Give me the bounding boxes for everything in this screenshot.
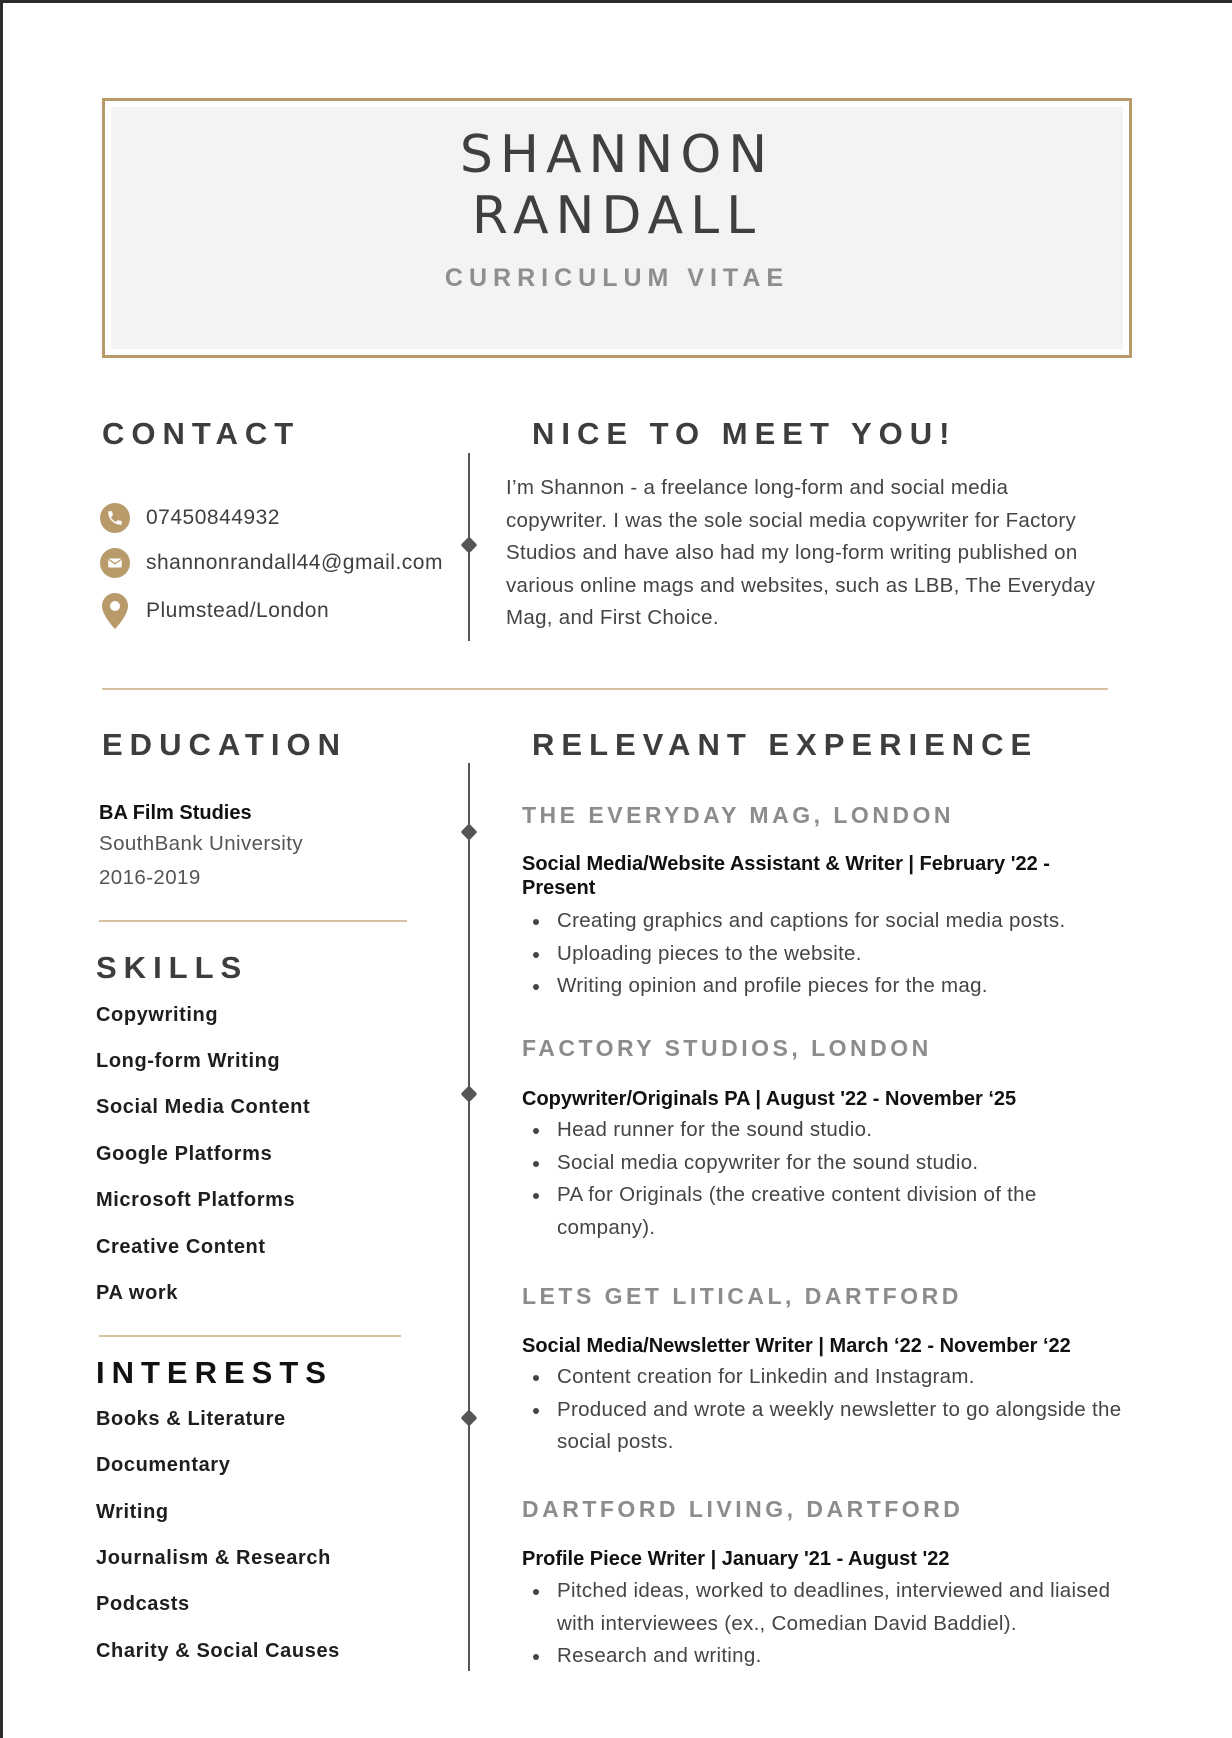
job-bullets [522,1114,1122,1244]
education-school: SouthBank University [99,832,303,855]
job-bullet: Content creation for Linkedin and Instagram. [522,1361,1122,1394]
skills-heading: SKILLS [96,950,249,985]
job-bullets [522,1361,1122,1459]
envelope-icon [100,548,130,578]
skill-item: Microsoft Platforms [96,1189,296,1211]
job-role: Social Media/Website Assistant & Writer | February '22 - Present [522,853,1050,899]
interest-item: Documentary [96,1454,231,1476]
map-pin-icon [100,593,130,629]
skill-item: Social Media Content [96,1096,311,1118]
contact-heading: CONTACT [102,416,301,451]
interest-item: Books & Literature [96,1408,286,1430]
phone-icon [100,503,130,533]
job-bullet: Produced and wrote a weekly newsletter to go alongside the social posts. [522,1394,1122,1459]
interest-item: Writing [96,1501,169,1523]
interest-item: Journalism & Research [96,1547,331,1569]
experience-timeline-line [468,763,470,1671]
job-bullet: PA for Originals (the creative content division of the company). [522,1179,1122,1244]
job-bullet: Writing opinion and profile pieces for the mag. [522,970,1122,1003]
skill-item: PA work [96,1282,178,1304]
job-company: THE EVERYDAY MAG, LONDON [522,802,955,828]
first-name: SHANNON [459,125,775,185]
skills-divider [99,1335,401,1337]
contact-location [100,594,329,628]
contact-phone [100,501,280,535]
intro-heading: NICE TO MEET YOU! [532,416,957,451]
email-address[interactable]: shannonrandall44@gmail.com [146,551,443,574]
job-bullet: Research and writing. [522,1640,1122,1673]
education-divider [99,920,407,922]
job-role: Copywriter/Originals PA | August '22 - November ‘25 [522,1088,1017,1110]
job-bullet: Head runner for the sound studio. [522,1114,1122,1147]
last-name: RANDALL [471,186,763,246]
job-bullet: Social media copywriter for the sound studio. [522,1147,1122,1180]
education-degree: BA Film Studies [99,802,252,824]
job-bullet: Pitched ideas, worked to deadlines, interviewed and liaised with interviewees (ex., Comedian David Baddiel). [522,1575,1122,1640]
section-divider [102,688,1108,690]
phone-number: 07450844932 [146,506,280,529]
job-company: LETS GET LITICAL, DARTFORD [522,1283,962,1309]
education-years: 2016-2019 [99,866,201,889]
document-subtitle: CURRICULUM VITAE [444,264,790,292]
interest-item: Charity & Social Causes [96,1640,340,1662]
skill-item: Long-form Writing [96,1050,281,1072]
job-bullets [522,1575,1122,1673]
job-company: FACTORY STUDIOS, LONDON [522,1035,932,1061]
education-heading: EDUCATION [102,727,347,762]
skill-item: Creative Content [96,1236,266,1258]
job-bullet: Creating graphics and captions for social media posts. [522,905,1122,938]
job-bullet: Uploading pieces to the website. [522,938,1122,971]
interests-heading: INTERESTS [96,1355,333,1390]
job-role: Social Media/Newsletter Writer | March ‘22 - November ‘22 [522,1335,1071,1357]
location-text: Plumstead/London [146,599,330,622]
experience-heading: RELEVANT EXPERIENCE [532,727,1039,762]
skill-item: Google Platforms [96,1143,273,1165]
job-company: DARTFORD LIVING, DARTFORD [522,1496,964,1522]
interest-item: Podcasts [96,1593,190,1615]
contact-email[interactable] [100,546,443,580]
skill-item: Copywriting [96,1004,219,1026]
intro-paragraph: I’m Shannon - a freelance long-form and social media copywriter. I was the sole social media copywriter for Factory Studios and have also had my long-form writing published on various online mags and websites, such as LBB, The Everyday Mag, and First Choice. [506,476,1096,629]
job-bullets [522,905,1122,1003]
job-role: Profile Piece Writer | January '21 - August '22 [522,1548,950,1570]
